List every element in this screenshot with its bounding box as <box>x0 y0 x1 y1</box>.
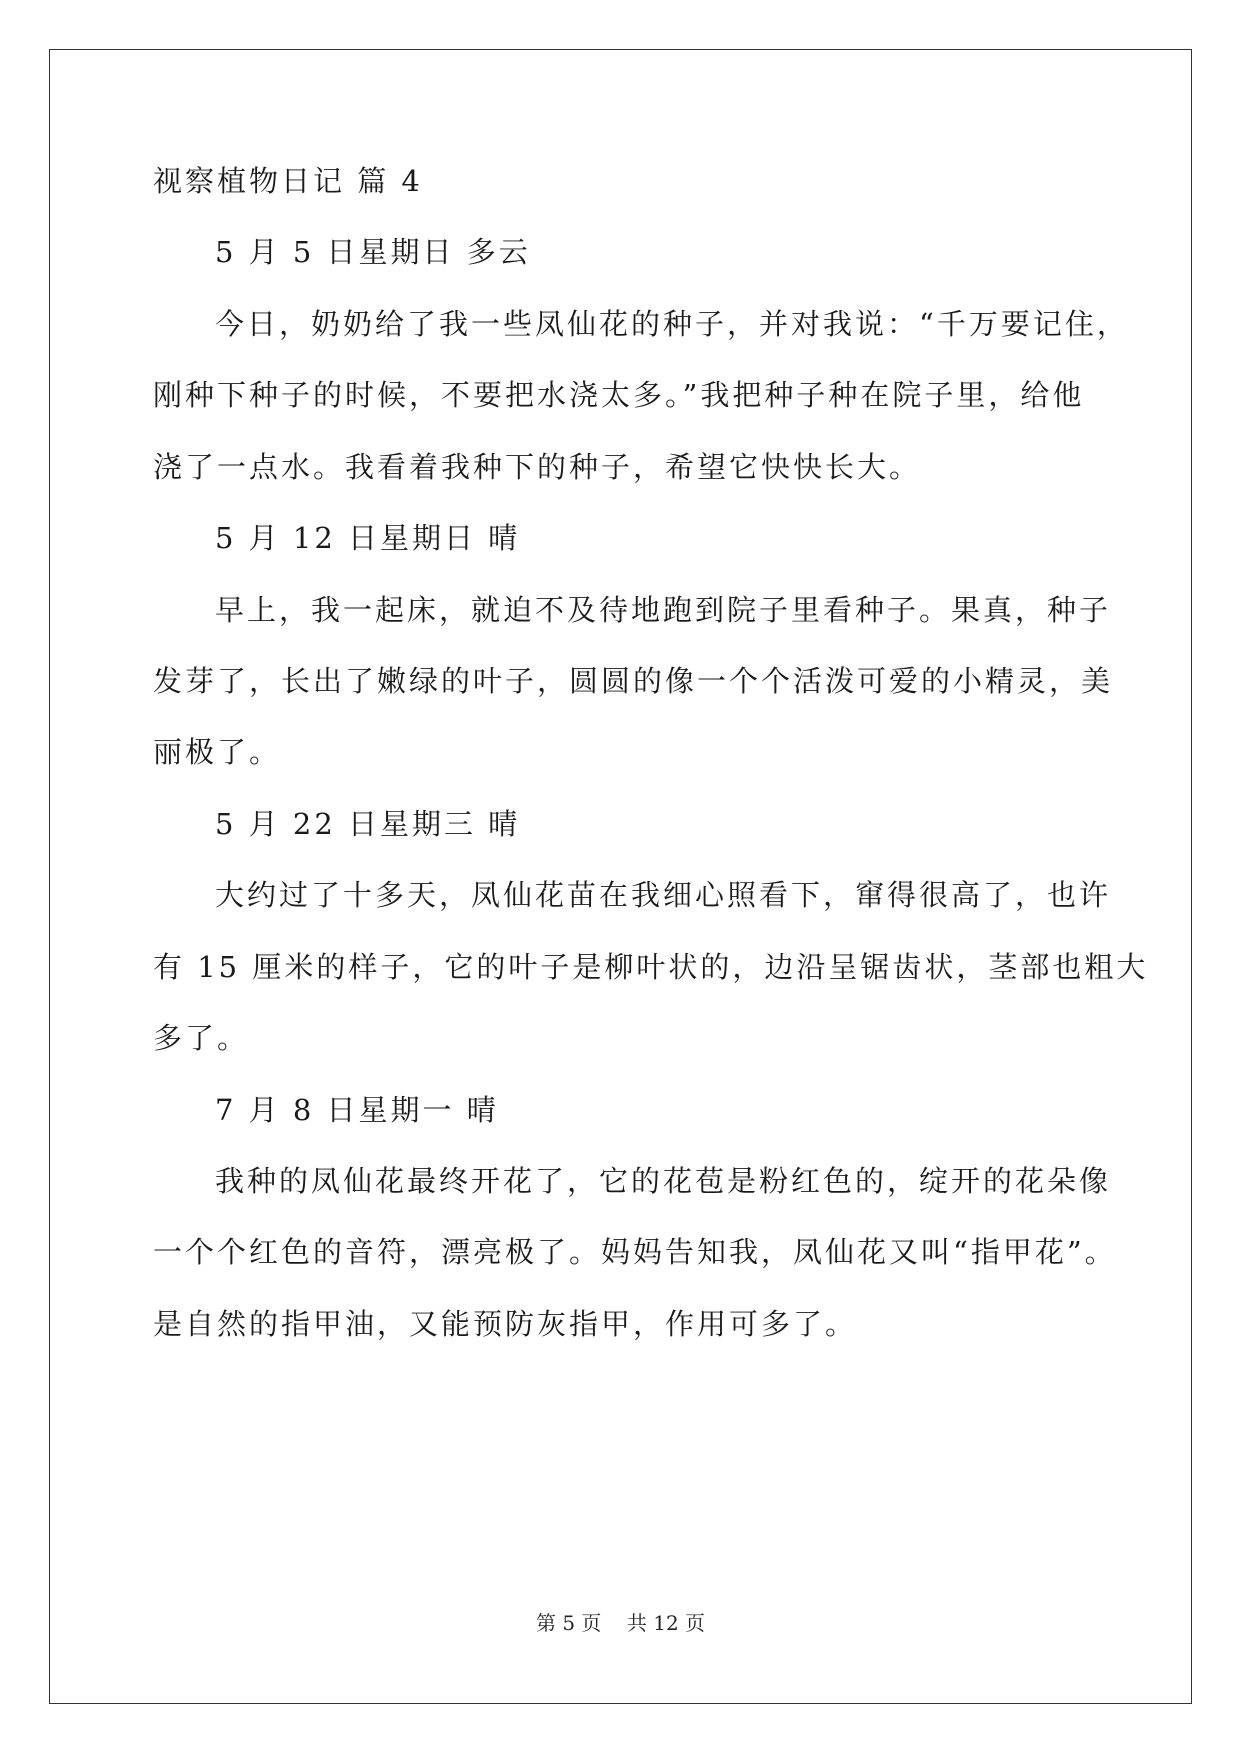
paragraph-line: 早上，我一起床，就迫不及待地跑到院子里看种子。果真，种子 <box>215 593 1112 627</box>
paragraph-line: 是自然的指甲油，又能预防灰指甲，作用可多了。 <box>153 1307 858 1341</box>
paragraph-line: 发芽了，长出了嫩绿的叶子，圆圆的像一个个活泼可爱的小精灵，美 <box>153 664 1114 698</box>
entry-date: 5 月 12 日星期日 晴 <box>215 521 521 555</box>
paragraph-line: 今日，奶奶给了我一些凤仙花的种子，并对我说：“千万要记住， <box>215 307 1129 341</box>
page-number: 第 5 页 <box>535 1611 602 1635</box>
page-total: 共 12 页 <box>626 1611 706 1635</box>
paragraph-line: 有 15 厘米的样子，它的叶子是柳叶状的，边沿呈锯齿状，茎部也粗大 <box>153 950 1149 984</box>
paragraph-line: 丽极了。 <box>153 735 282 769</box>
document-title: 视察植物日记 篇 4 <box>153 164 423 198</box>
paragraph-line: 刚种下种子的时候，不要把水浇太多。”我把种子种在院子里，给他 <box>153 378 1085 412</box>
entry-date: 5 月 22 日星期三 晴 <box>215 807 521 841</box>
paragraph-line: 大约过了十多天，凤仙花苗在我细心照看下，窜得很高了，也许 <box>215 878 1112 912</box>
entry-date: 7 月 8 日星期一 晴 <box>215 1093 499 1127</box>
paragraph-line: 多了。 <box>153 1021 250 1055</box>
page-footer <box>0 1607 1241 1636</box>
paragraph-line: 我种的凤仙花最终开花了，它的花苞是粉红色的，绽开的花朵像 <box>215 1164 1112 1198</box>
paragraph-line: 一个个红色的音符，漂亮极了。妈妈告知我，凤仙花又叫“指甲花”。 <box>153 1235 1117 1269</box>
entry-date: 5 月 5 日星期日 多云 <box>215 235 531 269</box>
paragraph-line: 浇了一点水。我看着我种下的种子，希望它快快长大。 <box>153 450 922 484</box>
